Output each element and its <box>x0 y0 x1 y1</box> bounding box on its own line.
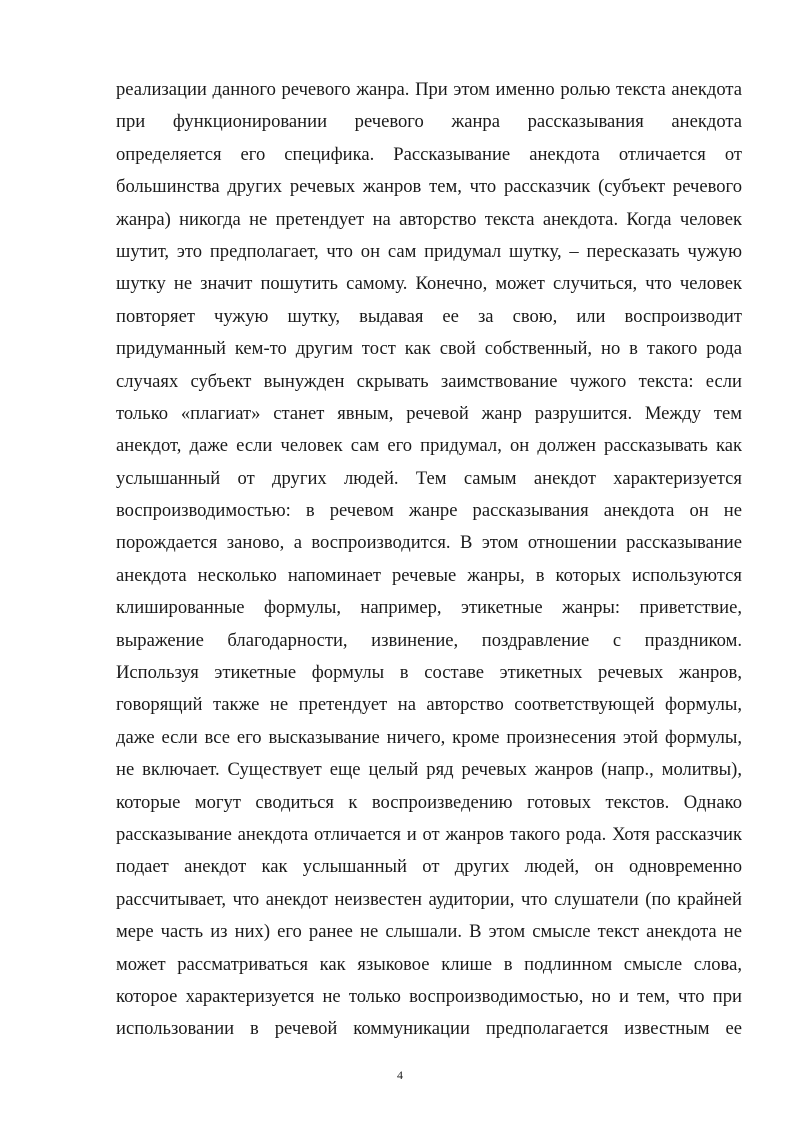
text-line: рассказывание анекдота отличается и от жанров такого рода. Хотя рассказчик <box>116 823 742 845</box>
text-line: которые могут сводиться к воспроизведению готовых текстов. Однако <box>116 791 742 813</box>
text-line: шутит, это предполагает, что он сам придумал шутку, – пересказать чужую <box>116 240 742 262</box>
text-line: только «плагиат» станет явным, речевой жанр разрушится. Между тем <box>116 402 742 424</box>
text-line: анекдота несколько напоминает речевые жанры, в которых используются <box>116 564 742 586</box>
text-line: которое характеризуется не только воспроизводимостью, но и тем, что при <box>116 985 742 1007</box>
text-line: выражение благодарности, извинение, поздравление с праздником. <box>116 629 742 651</box>
text-line: может рассматриваться как языковое клише в подлинном смысле слова, <box>116 953 742 975</box>
text-line: при функционировании речевого жанра рассказывания анекдота <box>116 111 742 133</box>
text-line: Используя этикетные формулы в составе этикетных речевых жанров, <box>116 662 742 684</box>
text-line: говорящий также не претендует на авторство соответствующей формулы, <box>116 694 742 716</box>
text-line: анекдот, даже если человек сам его придумал, он должен рассказывать как <box>116 435 742 457</box>
text-line: большинства других речевых жанров тем, что рассказчик (субъект речевого <box>116 176 742 198</box>
text-line: даже если все его высказывание ничего, кроме произнесения этой формулы, <box>116 726 742 748</box>
text-line: подает анекдот как услышанный от других людей, он одновременно <box>116 856 742 878</box>
text-line: случаях субъект вынужден скрывать заимствование чужого текста: если <box>116 370 742 392</box>
text-line: жанра) никогда не претендует на авторство текста анекдота. Когда человек <box>116 208 742 230</box>
text-line: не включает. Существует еще целый ряд речевых жанров (напр., молитвы), <box>116 759 742 781</box>
text-line: мере часть из них) его ранее не слышали. В этом смысле текст анекдота не <box>116 921 742 943</box>
text-line: повторяет чужую шутку, выдавая ее за свою, или воспроизводит <box>116 305 742 327</box>
text-line: шутку не значит пошутить самому. Конечно, может случиться, что человек <box>116 273 742 295</box>
text-line: порождается заново, а воспроизводится. В этом отношении рассказывание <box>116 532 742 554</box>
text-line: реализации данного речевого жанра. При этом именно ролью текста анекдота <box>116 79 742 100</box>
page-number: 4 <box>397 1068 403 1082</box>
text-line: клишированные формулы, например, этикетные жанры: приветствие, <box>116 597 742 619</box>
text-line: рассчитывает, что анекдот неизвестен аудитории, что слушатели (по крайней <box>116 888 742 910</box>
text-line: использовании в речевой коммуникации предполагается известным ее <box>116 1018 742 1040</box>
text-line: определяется его специфика. Рассказывание анекдота отличается от <box>116 143 742 165</box>
text-line: придуманный кем-то другим тост как свой собственный, но в такого рода <box>116 338 742 360</box>
text-line: услышанный от других людей. Тем самым анекдот характеризуется <box>116 467 742 489</box>
text-line: воспроизводимостью: в речевом жанре рассказывания анекдота он не <box>116 500 742 522</box>
body-text <box>116 74 742 1046</box>
